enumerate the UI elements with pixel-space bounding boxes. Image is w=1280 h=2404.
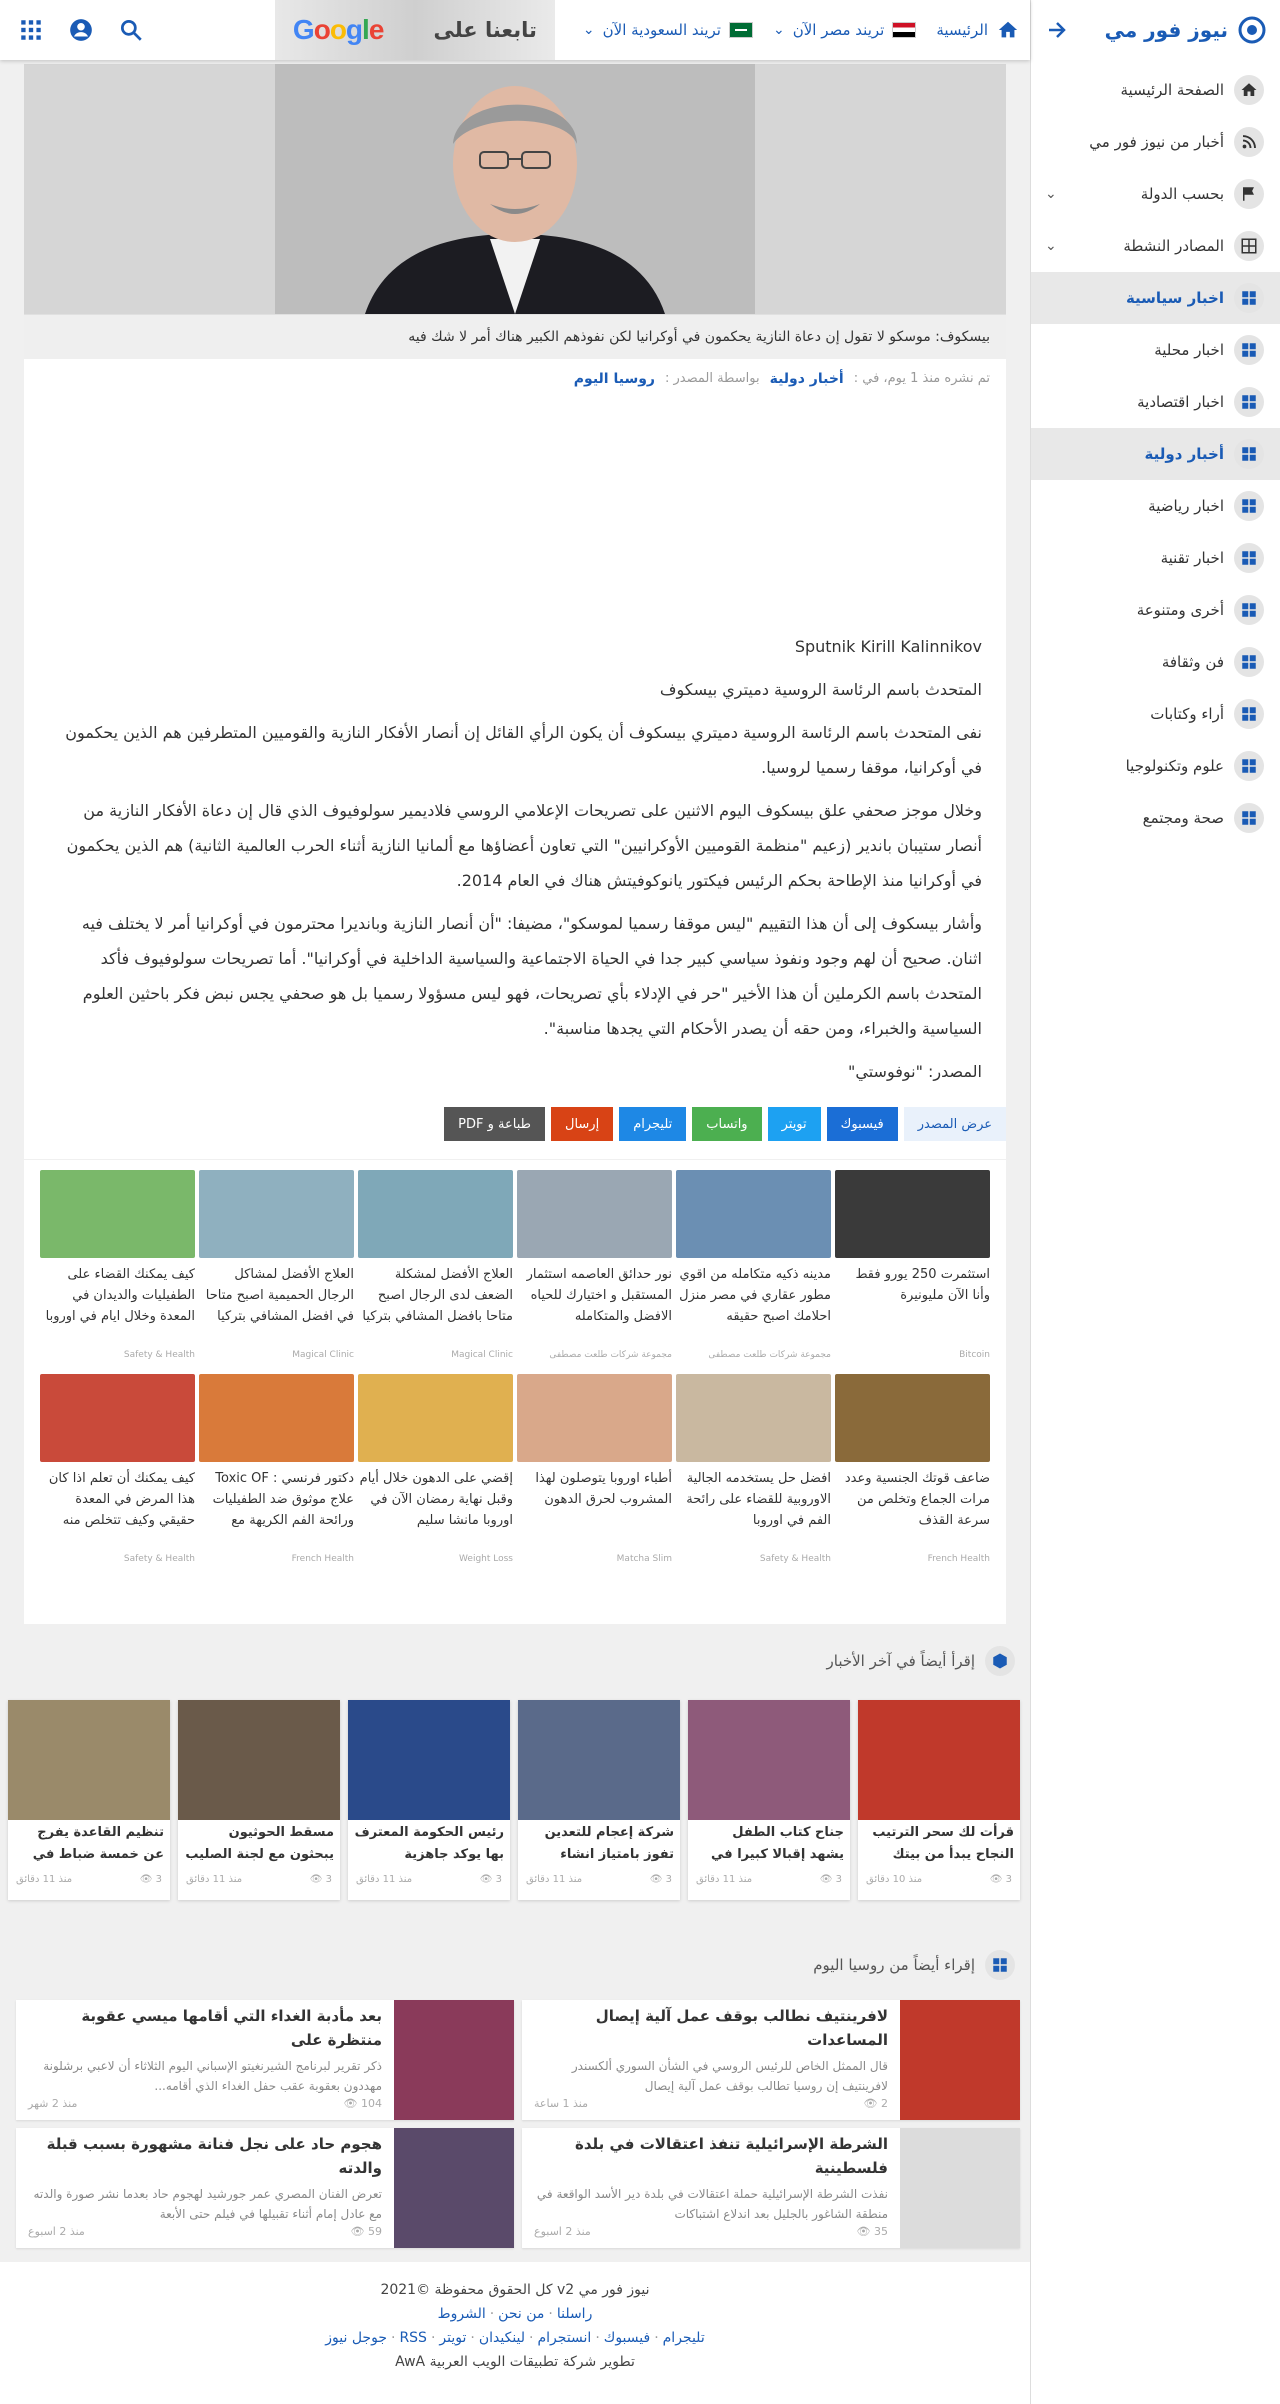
search-icon[interactable] [118, 17, 144, 43]
sponsored-source: Weight Loss [459, 1554, 513, 1564]
rt-news-desc: ذكر تقرير لبرنامج الشيرنغيتو الإسباني اليوم الثلاثاء أن لاعبي برشلونة مهددون بعقوبة عقب حفل الغداء الذي أقامه... [43, 2059, 382, 2093]
footer-link[interactable]: الشروط [437, 2306, 486, 2322]
latest-news-title: تنظيم القاعدة يفرج عن خمسة ضباط في [32, 1825, 164, 1862]
chevron-down-icon: ⌄ [1045, 186, 1057, 202]
facebook-share-button[interactable]: فيسبوك [827, 1107, 898, 1141]
sidebar-item[interactable] [1031, 324, 1280, 376]
rt-news-footer [534, 2225, 888, 2244]
sponsored-card[interactable] [199, 1374, 354, 1564]
rt-news-title: لافرينتيف نطالب بوقف عمل آلية إيصال المساعدات [595, 2007, 888, 2049]
sponsored-card[interactable] [835, 1170, 990, 1360]
views-count: 3 [1005, 1874, 1012, 1885]
article-hero [24, 64, 1006, 314]
sponsored-title: كيف يمكنك أن تعلم اذا كان هذا المرض في المعدة حقيقي وكيف تتخلص منه [48, 1471, 195, 1528]
rt-news-image [394, 2000, 514, 2120]
rt-news-title: الشرطة الإسرائيلية تنفذ اعتقالات في بلدة فلسطينية [574, 2135, 888, 2177]
views-count: 59 [368, 2225, 382, 2238]
latest-news-footer [8, 1870, 170, 1889]
latest-news-image [858, 1700, 1020, 1820]
sidebar-item[interactable] [1031, 428, 1280, 480]
article-photo [275, 64, 755, 314]
nav-egypt-trend[interactable] [763, 0, 926, 60]
sponsored-title: مدينه ذكيه متكامله من اقوي مطور عقاري في مصر منزل احلامك اصبح حقيقه [679, 1267, 831, 1324]
sponsored-source: Safety & Health [123, 1350, 195, 1360]
dashboard-icon [1234, 751, 1264, 781]
latest-news-title: شركة إعجام للتعدين تفوز بامتياز انشاء [544, 1825, 674, 1862]
views-count: 3 [155, 1874, 162, 1885]
brand [1031, 0, 1280, 60]
sponsored-source: مجموعة شركات طلعت مصطفى [549, 1350, 672, 1360]
footer-link[interactable]: RSS [399, 2330, 427, 2346]
separator: · [548, 2306, 553, 2322]
sidebar-item[interactable] [1031, 792, 1280, 844]
paragraph: نفى المتحدث باسم الرئاسة الروسية دميتري بيسكوف أن يكون الرأي القائل إن أنصار الأفكار النازية والقوميين المتطرفين هم الذين يحكمون في أوكرانيا، موقفا رسميا لروسيا. [65, 723, 982, 777]
rt-news-body [16, 2000, 394, 2120]
footer-link[interactable]: تليجرام [662, 2330, 705, 2346]
latest-news-time: منذ 11 دقائق [16, 1874, 73, 1885]
latest-news-footer [518, 1870, 680, 1889]
separator: · [529, 2330, 534, 2346]
footer [0, 2262, 1030, 2404]
dashboard-icon [1234, 491, 1264, 521]
nav-egypt-label: تريند مصر الآن [792, 21, 885, 39]
telegram-share-button[interactable]: تليجرام [619, 1107, 686, 1141]
dashboard-icon [1234, 387, 1264, 417]
eye-icon: 👁 [479, 1874, 496, 1885]
latest-news-time: منذ 11 دقائق [356, 1874, 413, 1885]
paragraph: Sputnik Kirill Kalinnikov [794, 637, 982, 656]
latest-news-image [8, 1700, 170, 1820]
grid-icon [1234, 231, 1264, 261]
article-body [24, 629, 1006, 1089]
sidebar [1030, 0, 1280, 2404]
latest-news-title: مسقط الحوثيون يبحثون مع لجنة الصليب [185, 1825, 334, 1862]
footer-link[interactable]: راسلنا [556, 2306, 593, 2322]
sponsored-card[interactable] [40, 1374, 195, 1564]
sidebar-item[interactable] [1031, 480, 1280, 532]
latest-news-views [140, 1874, 162, 1885]
sponsored-card[interactable] [676, 1170, 831, 1360]
google-logo: Google [292, 14, 384, 45]
sponsored-source: مجموعة شركات طلعت مصطفى [708, 1350, 831, 1360]
sponsored-title: العلاج الأفضل لمشكلة الضعف لدى الرجال اصبح متاحا بافضل المشافي بتركيا [362, 1267, 513, 1324]
sidebar-item[interactable] [1031, 636, 1280, 688]
sponsored-card[interactable] [676, 1374, 831, 1564]
sidebar-menu [1031, 64, 1280, 844]
latest-news-title: رئيس الحكومة المعترف بها يوكد جاهزية [354, 1825, 504, 1862]
top-bar [0, 0, 1030, 60]
rt-news-time: منذ 2 اسبوع [28, 2225, 85, 2238]
views-count: 3 [495, 1874, 502, 1885]
meta-category-link[interactable]: أخبار دولية [769, 371, 844, 387]
latest-news-title: جناح كتاب الطفل يشهد إقبالا كبيرا في [711, 1825, 844, 1862]
sponsored-image [835, 1170, 990, 1258]
rt-news-views [351, 2225, 382, 2238]
views-count: 2 [881, 2097, 888, 2110]
rt-news-footer [534, 2097, 888, 2116]
view-source-button[interactable]: عرض المصدر [904, 1107, 1006, 1141]
rt-heading: إقراء أيضاً من روسيا اليوم [813, 1956, 975, 1974]
separator: · [470, 2330, 475, 2346]
brand-name[interactable]: نيوز فور مي [1104, 18, 1228, 42]
sidebar-item-label: اخبار تقنية [1160, 549, 1224, 567]
nav-home-label: الرئيسية [936, 21, 988, 39]
sidebar-item-label: الصفحة الرئيسية [1120, 81, 1224, 99]
latest-news-header [827, 1646, 1016, 1676]
meta-by: بواسطة المصدر : [664, 371, 760, 386]
sponsored-source: French Health [291, 1554, 354, 1564]
sponsored-source: Bitcoin [959, 1350, 990, 1360]
sidebar-item-label: اخبار محلية [1154, 341, 1224, 359]
separator: · [430, 2330, 436, 2346]
sponsored-image [517, 1374, 672, 1462]
dashboard-icon [1234, 803, 1264, 833]
rt-news-body [522, 2000, 900, 2120]
latest-news-time: منذ 11 دقائق [186, 1874, 243, 1885]
latest-news-time: منذ 11 دقائق [526, 1874, 583, 1885]
send-button[interactable]: إرسال [551, 1107, 613, 1141]
latest-news-card[interactable] [348, 1700, 510, 1900]
rt-news-desc: قال الممثل الخاص للرئيس الروسي في الشأن السوري ألكسندر لافرينتيف إن روسيا تطالب بوقف عمل آلية إيصال [571, 2059, 888, 2093]
eye-icon: 👁 [343, 2097, 361, 2110]
eye-icon: 👁 [309, 1874, 326, 1885]
separator: · [489, 2306, 495, 2322]
views-count: 104 [361, 2097, 382, 2110]
sidebar-item[interactable] [1031, 688, 1280, 740]
dashboard-icon [985, 1950, 1015, 1980]
rt-news-time: منذ 2 شهر [28, 2097, 78, 2110]
sponsored-image [517, 1170, 672, 1258]
dashboard-icon [1234, 543, 1264, 573]
rss-icon [1234, 127, 1264, 157]
sponsored-image [199, 1170, 354, 1258]
sponsored-source: Matcha Slim [616, 1554, 672, 1564]
sidebar-item-label: صحة ومجتمع [1142, 809, 1224, 827]
latest-news-time: منذ 10 دقائق [866, 1874, 923, 1885]
home-icon [1234, 75, 1264, 105]
views-count: 35 [874, 2225, 888, 2238]
paragraph: وأشار بيسكوف إلى أن هذا التقييم "ليس موقفا رسميا لموسكو"، مضيفا: "أن أنصار النازية وبانديرا محترمون في أوكرانيا أمر لا يختلف فيه اثنان. صحيح أن لهم وجود ونفوذ سياسي كبير جدا في الحياة الاجتماعية والسياسية الداخلية في أوكرانيا". أما تصريحات سولوفيوف فأكد المتحدث باسم الكرملين أن هذا الأخير "حر في الإدلاء بأي تصريحات، فهو ليس مسؤولا رسميا بل هو صحفي يجس نبض فكر باحثين العلوم السياسية والخبراء، ومن حقه أن يصدر الأحكام التي يجدها مناسبة". [81, 914, 982, 1038]
latest-news-image [178, 1700, 340, 1820]
rt-news-footer [28, 2097, 382, 2116]
footer-links-primary [0, 2302, 1030, 2326]
eye-icon: 👁 [856, 2225, 874, 2238]
rt-news-card[interactable] [522, 2128, 1020, 2248]
brand-logo-icon [1238, 16, 1266, 44]
views-count: 3 [325, 1874, 332, 1885]
footer-link[interactable]: من نحن [498, 2306, 545, 2322]
dashboard-icon [1234, 335, 1264, 365]
footer-link[interactable]: جوجل نيوز [325, 2330, 387, 2346]
article [24, 64, 1006, 1159]
rt-news-body [522, 2128, 900, 2248]
rt-news-card[interactable] [16, 2000, 514, 2120]
dashboard-icon [1234, 595, 1264, 625]
top-bar-icons [0, 17, 144, 43]
latest-news-title: قرأت لك سحر الترتيب النجاح يبدأ من بيتك [872, 1825, 1014, 1862]
rt-news-views [857, 2225, 888, 2238]
latest-news-image [518, 1700, 680, 1820]
sidebar-item-label: أخرى ومتنوعة [1136, 601, 1224, 619]
sidebar-item[interactable] [1031, 168, 1280, 220]
sponsored-title: نور حدائق العاصمه استثمار المستقبل و اختيارك للحياه الافضل والمتكامله [526, 1267, 672, 1324]
follow-label: تابعنا على [433, 18, 537, 42]
sponsored-title: أطباء اوروبا يتوصلون لهذا المشروب لحرق الدهون [535, 1471, 672, 1507]
rt-news-views [344, 2097, 382, 2110]
sidebar-item[interactable] [1031, 220, 1280, 272]
sidebar-item-label: بحسب الدولة [1140, 185, 1224, 203]
sidebar-item-label: فن وثقافة [1161, 653, 1224, 671]
footer-link[interactable]: فيسبوك [603, 2330, 651, 2346]
latest-news-views [310, 1874, 332, 1885]
latest-news-image [348, 1700, 510, 1820]
sponsored-card[interactable] [358, 1170, 513, 1360]
eye-icon: 👁 [649, 1874, 666, 1885]
eye-icon: 👁 [863, 2097, 881, 2110]
latest-news-footer [688, 1870, 850, 1889]
footer-link[interactable]: لينكيدان [478, 2330, 526, 2346]
sponsored-card[interactable] [40, 1170, 195, 1360]
paragraph: المصدر: "نوفوستي" [848, 1062, 982, 1081]
follow-google-news[interactable] [275, 0, 555, 60]
sidebar-item-label: أخبار دولية [1144, 445, 1224, 463]
sponsored-title: ضاعف قوتك الجنسية وعدد مرات الجماع وتخلص من سرعة القذف [844, 1471, 990, 1528]
chevron-down-icon: ⌄ [772, 22, 785, 38]
sidebar-item-label: اخبار رياضية [1148, 497, 1224, 515]
share-bar [24, 1097, 1006, 1159]
nav-home[interactable] [926, 0, 1030, 60]
sponsored-image [199, 1374, 354, 1462]
credit: تطوير شركة تطبيقات الويب العربية AwA [395, 2354, 635, 2370]
sponsored-card[interactable] [199, 1170, 354, 1360]
sidebar-item-label: علوم وتكنولوجيا [1125, 757, 1224, 775]
rt-news-image [900, 2128, 1020, 2248]
article-caption: بيسكوف: موسكو لا تقول إن دعاة النازية يحكمون في أوكرانيا لكن نفوذهم الكبير هناك أمر لا شك فيه [24, 314, 1006, 359]
rt-news-views [864, 2097, 888, 2110]
views-count: 3 [835, 1874, 842, 1885]
sponsored-title: افضل حل يستخدمه الجالية الاوروبية للقضاء على رائحة الفم في اوروبا [686, 1471, 831, 1528]
sponsored-image [40, 1374, 195, 1462]
home-icon [996, 19, 1020, 41]
meta-source-link[interactable]: روسيا اليوم [573, 371, 655, 387]
sponsored-card[interactable] [517, 1170, 672, 1360]
views-count: 3 [665, 1874, 672, 1885]
rt-news-desc: نفذت الشرطة الإسرائيلية حملة اعتقالات في بلدة دير الأسد الواقعة في منطقة الشاغور بالجليل بعد اندلاع اشتباكات [536, 2187, 888, 2221]
footer-links-social [0, 2326, 1030, 2350]
sidebar-item-label: المصادر النشطة [1123, 237, 1224, 255]
eye-icon: 👁 [819, 1874, 836, 1885]
sidebar-item[interactable] [1031, 116, 1280, 168]
sidebar-item-label: اخبار سياسية [1125, 289, 1224, 307]
sidebar-item[interactable] [1031, 584, 1280, 636]
rt-news-list [16, 2000, 1020, 2248]
sponsored-image [358, 1170, 513, 1258]
rt-news-title: هجوم حاد على نجل فنانة مشهورة بسبب قبلة والدته [46, 2135, 382, 2177]
dashboard-icon [1234, 439, 1264, 469]
dashboard-icon [1234, 699, 1264, 729]
sponsored-image [358, 1374, 513, 1462]
sponsored-image [40, 1170, 195, 1258]
chevron-down-icon: ⌄ [582, 22, 595, 38]
sponsored-image [676, 1374, 831, 1462]
separator: · [595, 2330, 600, 2346]
nav-saudi-label: تريند السعودية الآن [602, 21, 721, 39]
nav-saudi-trend[interactable] [573, 0, 763, 60]
meta-published: تم نشره منذ 1 يوم، في : [853, 371, 990, 386]
rt-news-card[interactable] [16, 2128, 514, 2248]
separator: · [390, 2330, 396, 2346]
article-meta [24, 359, 1006, 399]
latest-news-card[interactable] [8, 1700, 170, 1900]
latest-news-views [820, 1874, 842, 1885]
egypt-flag-icon [892, 22, 916, 38]
latest-news-heading: إقرأ أيضاً في آخر الأخبار [826, 1652, 975, 1670]
latest-news-card[interactable] [858, 1700, 1020, 1900]
rt-news-time: منذ 1 ساعة [534, 2097, 589, 2110]
dashboard-icon [1234, 647, 1264, 677]
rt-news-footer [28, 2225, 382, 2244]
sidebar-item-label: اخبار اقتصادية [1137, 393, 1224, 411]
sponsored-title: كيف يمكنك القضاء على الطفيليات والديدان في المعدة وخلال ايام في اوروبا [45, 1267, 195, 1324]
sponsored-card[interactable] [358, 1374, 513, 1564]
latest-news-time: منذ 11 دقائق [696, 1874, 753, 1885]
paragraph: المتحدث باسم الرئاسة الروسية دميتري بيسكوف [659, 680, 982, 699]
sidebar-item-label: أخبار من نيوز فور مي [1089, 133, 1224, 151]
latest-news-footer [178, 1870, 340, 1889]
rt-news-image [394, 2128, 514, 2248]
sidebar-item[interactable] [1031, 532, 1280, 584]
rt-news-title: بعد مأدبة الغداء التي أقامها ميسي عقوبة منتظرة على [81, 2007, 382, 2049]
rt-header [813, 1950, 1015, 1980]
latest-news-list [8, 1700, 1020, 1900]
rt-news-desc: تعرض الفنان المصري عمر جورشيد لهجوم حاد بعدما نشر صورة والدته مع عادل إمام أثناء تقبيلها في فيلم حتى الأبعة [33, 2187, 382, 2221]
latest-news-footer [348, 1870, 510, 1889]
sponsored-title: العلاج الأفضل لمشاكل الرجال الحميمية اصبح متاحا في افضل المشافي بتركيا [205, 1267, 354, 1324]
eye-icon: 👁 [350, 2225, 368, 2238]
latest-news-views [480, 1874, 502, 1885]
sponsored-row [40, 1374, 990, 1564]
rt-news-card[interactable] [522, 2000, 1020, 2120]
arrow-right-icon[interactable] [1045, 18, 1069, 42]
sponsored-row [40, 1170, 990, 1360]
print-pdf-button[interactable]: طباعة و PDF [444, 1107, 545, 1141]
sidebar-item-label: أراء وكتابات [1150, 705, 1224, 723]
latest-news-image [688, 1700, 850, 1820]
sponsored-title: إقضي على الدهون خلال أيام وقبل نهاية رمضان الآن في اوروبا مانشا سليم [359, 1471, 513, 1528]
saudi-flag-icon [729, 22, 753, 38]
sponsored-source: Magical Clinic [451, 1350, 513, 1360]
sponsored-content [24, 1160, 1006, 1624]
dashboard-icon [1234, 283, 1264, 313]
eye-icon: 👁 [989, 1874, 1006, 1885]
account-icon[interactable] [68, 17, 94, 43]
sponsored-source: Safety & Health [759, 1554, 831, 1564]
ad-placeholder [24, 399, 1006, 629]
sidebar-item[interactable] [1031, 64, 1280, 116]
whatsapp-share-button[interactable]: واتساب [692, 1107, 761, 1141]
sponsored-source: Magical Clinic [292, 1350, 354, 1360]
rt-news-image [900, 2000, 1020, 2120]
rt-news-time: منذ 2 اسبوع [534, 2225, 591, 2238]
apps-grid-icon[interactable] [18, 17, 44, 43]
latest-news-card[interactable] [178, 1700, 340, 1900]
footer-link[interactable]: تويتر [439, 2330, 467, 2346]
box-icon [985, 1646, 1015, 1676]
sidebar-item[interactable] [1031, 740, 1280, 792]
chevron-down-icon: ⌄ [1045, 238, 1057, 254]
flag-icon [1234, 179, 1264, 209]
latest-news-card[interactable] [518, 1700, 680, 1900]
sponsored-source: Safety & Health [123, 1554, 195, 1564]
sponsored-image [835, 1374, 990, 1462]
sidebar-item[interactable] [1031, 376, 1280, 428]
sponsored-card[interactable] [517, 1374, 672, 1564]
footer-link[interactable]: انستجرام [537, 2330, 592, 2346]
latest-news-footer [858, 1870, 1020, 1889]
sponsored-card[interactable] [835, 1374, 990, 1564]
sponsored-image [676, 1170, 831, 1258]
latest-news-views [650, 1874, 672, 1885]
sponsored-title: دكتور فرنسي : Toxic OF علاج موثوق ضد الطفيليات ورائحة الفم الكريهة مع [212, 1471, 354, 1528]
latest-news-views [990, 1874, 1012, 1885]
latest-news-card[interactable] [688, 1700, 850, 1900]
separator: · [654, 2330, 659, 2346]
sidebar-item[interactable] [1031, 272, 1280, 324]
copyright: نيوز فور مي v2 كل الحقوق محفوظة ©2021 [380, 2282, 650, 2298]
sponsored-title: استثمرت 250 يورو فقط وأنا الآن مليونيرة [855, 1267, 990, 1303]
paragraph: وخلال موجز صحفي علق بيسكوف اليوم الاثنين على تصريحات الإعلامي الروسي فلاديمير سولوفيوف الذي قال إن دعاة الأفكار النازية من أنصار ستيبان باندير (زعيم "منظمة القوميين الأوكرانيين" التي تعاون أعضاؤها مع ألمانيا النازية أثناء الحرب العالمية الثانية) هم الذين يحكمون في أوكرانيا منذ الإطاحة بحكم الرئيس فيكتور يانوكوفيتش هناك في العام 2014. [66, 801, 982, 890]
eye-icon: 👁 [139, 1874, 156, 1885]
rt-news-body [16, 2128, 394, 2248]
twitter-share-button[interactable]: تويتر [768, 1107, 821, 1141]
sponsored-source: French Health [927, 1554, 990, 1564]
